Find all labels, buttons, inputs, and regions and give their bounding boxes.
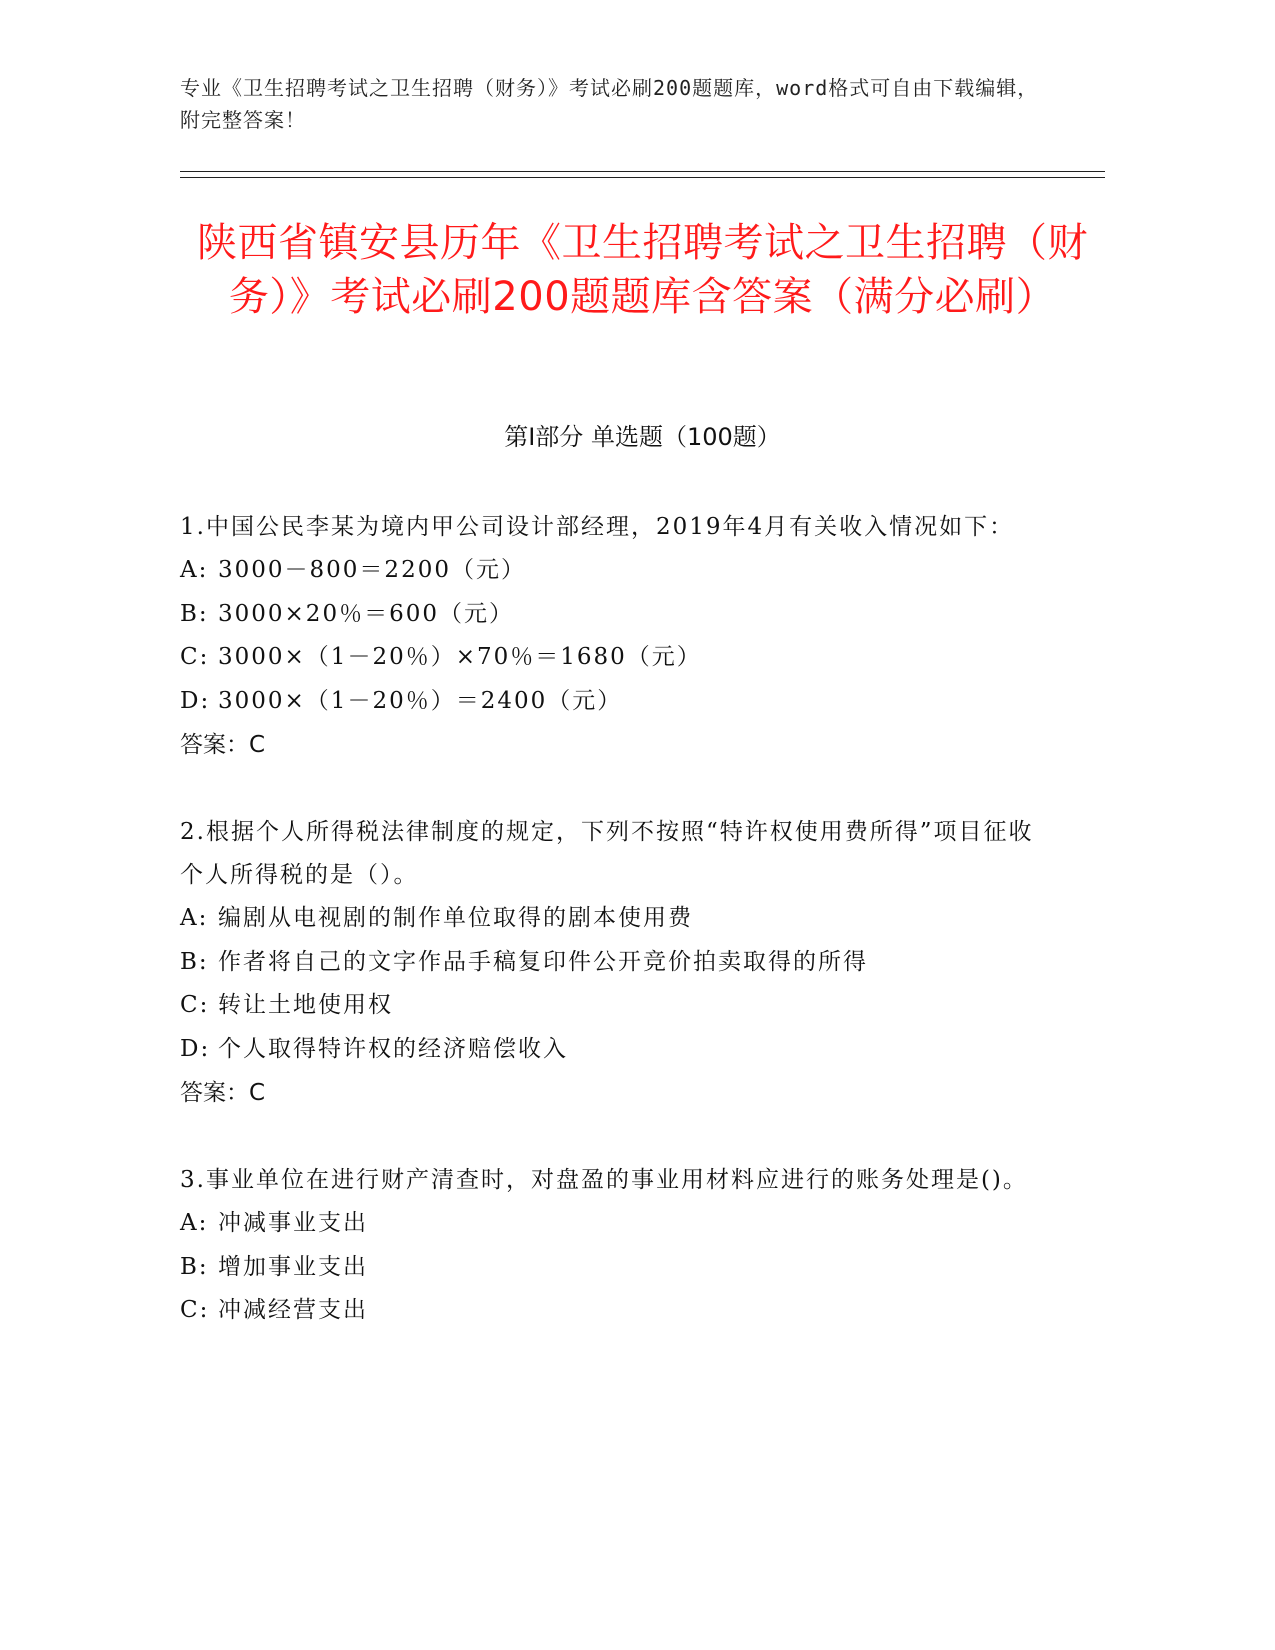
question-stem: 2.根据个人所得税法律制度的规定，下列不按照“特许权使用费所得”项目征收个人所得税的是（）。 — [180, 819, 1034, 888]
option-text: 3000×20％＝600（元） — [218, 600, 514, 627]
option-d — [180, 680, 1050, 724]
option-b — [180, 1246, 1050, 1290]
option-text: 冲减事业支出 — [218, 1210, 368, 1236]
option-text: 编剧从电视剧的制作单位取得的剧本使用费 — [218, 905, 693, 931]
option-letter: B: — [180, 600, 209, 627]
option-letter: B: — [180, 1253, 209, 1280]
option-text: 3000－800＝2200（元） — [218, 557, 526, 583]
option-b — [180, 593, 1050, 637]
option-letter: C: — [180, 644, 210, 670]
question-list — [180, 506, 1050, 1377]
option-letter: A: — [180, 1210, 209, 1236]
option-a — [180, 549, 1050, 593]
option-letter: D: — [180, 687, 211, 714]
option-text: 转让土地使用权 — [218, 992, 393, 1018]
option-letter: D: — [180, 1035, 211, 1062]
header-note: 专业《卫生招聘考试之卫生招聘（财务）》考试必刷200题题库，word格式可自由下载编辑，附完整答案！ — [180, 76, 1039, 132]
option-a — [180, 897, 1050, 941]
option-letter: C: — [180, 1297, 210, 1323]
option-text: 3000×（1－20％）＝2400（元） — [218, 687, 623, 714]
option-text: 3000×（1－20％）×70％＝1680（元） — [218, 644, 702, 670]
answer-line: 答案：C — [180, 1080, 266, 1106]
option-text: 作者将自己的文字作品手稿复印件公开竞价拍卖取得的所得 — [218, 948, 868, 975]
option-b — [180, 941, 1050, 985]
option-letter: A: — [180, 557, 209, 583]
question-2 — [180, 811, 1050, 1115]
question-3 — [180, 1159, 1050, 1333]
option-text: 增加事业支出 — [218, 1253, 368, 1280]
option-letter: C: — [180, 992, 210, 1018]
section-heading: 第I部分 单选题（100题） — [504, 423, 781, 451]
option-c — [180, 1289, 1050, 1333]
option-letter: B: — [180, 948, 209, 975]
document-title: 陕西省镇安县历年《卫生招聘考试之卫生招聘（财务）》考试必刷200题题库含答案（满分必刷） — [197, 220, 1088, 320]
option-text: 冲减经营支出 — [218, 1297, 368, 1323]
option-a — [180, 1202, 1050, 1246]
option-letter: A: — [180, 905, 209, 931]
question-stem: 1.中国公民李某为境内甲公司设计部经理，2019年4月有关收入情况如下： — [180, 514, 1015, 540]
question-stem: 3.事业单位在进行财产清查时，对盘盈的事业用材料应进行的账务处理是()。 — [180, 1167, 1028, 1193]
option-text: 个人取得特许权的经济赔偿收入 — [218, 1035, 568, 1062]
answer-line: 答案：C — [180, 732, 266, 758]
option-c — [180, 636, 1050, 680]
option-d — [180, 1028, 1050, 1072]
question-1 — [180, 506, 1050, 767]
header-rule-top — [180, 171, 1105, 172]
header-rule-bottom — [180, 177, 1105, 178]
option-c — [180, 984, 1050, 1028]
